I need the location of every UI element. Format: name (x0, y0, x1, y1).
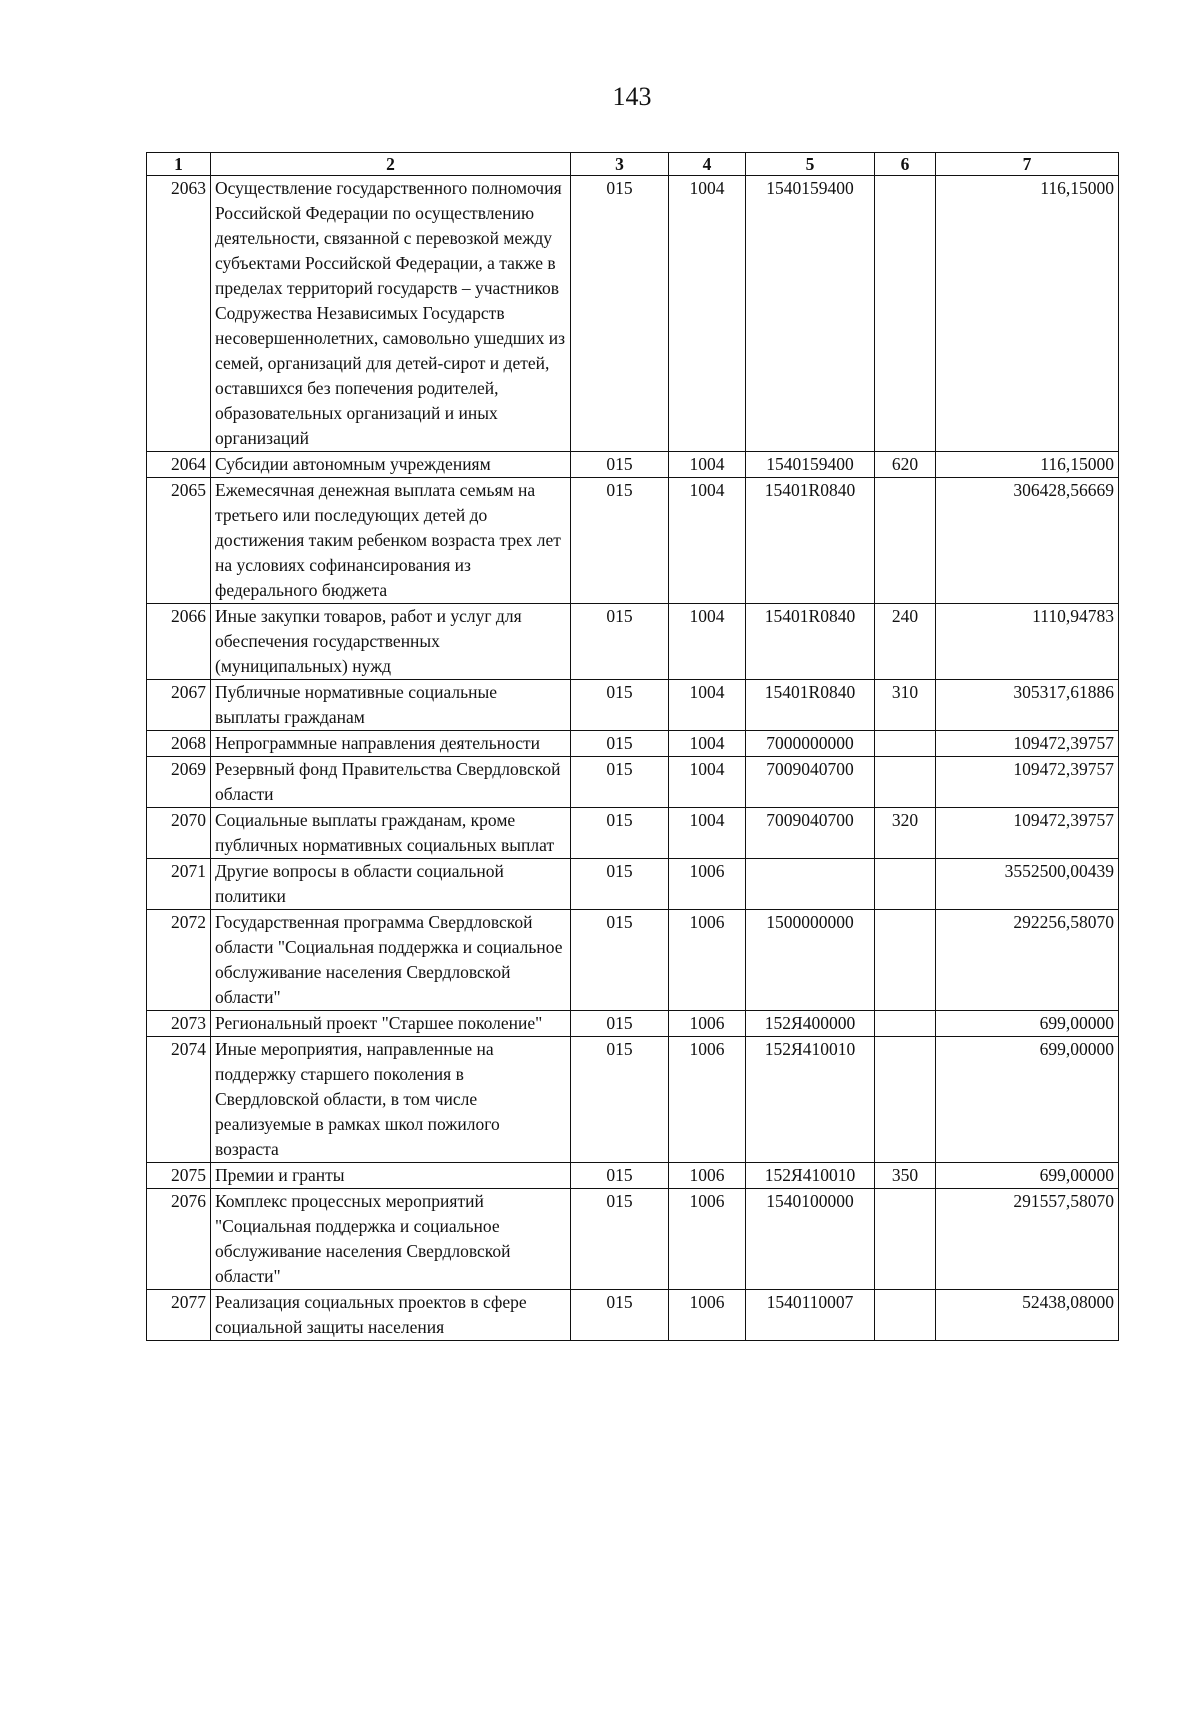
amount: 109472,39757 (936, 731, 1119, 757)
expense-type-code (875, 1290, 936, 1341)
table-row (147, 808, 1119, 859)
admin-code: 015 (571, 478, 669, 604)
row-number: 2073 (147, 1011, 211, 1037)
target-article-code: 7009040700 (746, 757, 875, 808)
expense-type-code: 240 (875, 604, 936, 680)
column-header-5: 5 (746, 153, 875, 176)
admin-code: 015 (571, 1037, 669, 1163)
amount: 306428,56669 (936, 478, 1119, 604)
row-name: Комплекс процессных мероприятий "Социальная поддержка и социальное обслуживание населения Свердловской области" (211, 1189, 571, 1290)
amount: 3552500,00439 (936, 859, 1119, 910)
target-article-code: 15401R0840 (746, 478, 875, 604)
row-number: 2070 (147, 808, 211, 859)
row-name: Премии и гранты (211, 1163, 571, 1189)
admin-code: 015 (571, 731, 669, 757)
section-code: 1004 (669, 680, 746, 731)
column-header-4: 4 (669, 153, 746, 176)
amount: 699,00000 (936, 1037, 1119, 1163)
row-number: 2069 (147, 757, 211, 808)
expense-type-code: 620 (875, 452, 936, 478)
column-header-1: 1 (147, 153, 211, 176)
row-name: Социальные выплаты гражданам, кроме публичных нормативных социальных выплат (211, 808, 571, 859)
expense-type-code (875, 1037, 936, 1163)
target-article-code: 152Я410010 (746, 1163, 875, 1189)
row-name: Государственная программа Свердловской области "Социальная поддержка и социальное обслуживание населения Свердловской области" (211, 910, 571, 1011)
target-article-code: 7000000000 (746, 731, 875, 757)
target-article-code: 15401R0840 (746, 604, 875, 680)
section-code: 1004 (669, 176, 746, 452)
admin-code: 015 (571, 1189, 669, 1290)
expense-type-code: 350 (875, 1163, 936, 1189)
amount: 699,00000 (936, 1163, 1119, 1189)
target-article-code: 152Я410010 (746, 1037, 875, 1163)
expense-type-code (875, 1189, 936, 1290)
row-number: 2071 (147, 859, 211, 910)
admin-code: 015 (571, 859, 669, 910)
row-number: 2074 (147, 1037, 211, 1163)
table-row (147, 731, 1119, 757)
admin-code: 015 (571, 910, 669, 1011)
amount: 1110,94783 (936, 604, 1119, 680)
section-code: 1004 (669, 808, 746, 859)
amount: 116,15000 (936, 176, 1119, 452)
table-row (147, 604, 1119, 680)
admin-code: 015 (571, 757, 669, 808)
amount: 699,00000 (936, 1011, 1119, 1037)
column-header-2: 2 (211, 153, 571, 176)
column-header-7: 7 (936, 153, 1119, 176)
target-article-code: 1500000000 (746, 910, 875, 1011)
amount: 109472,39757 (936, 757, 1119, 808)
admin-code: 015 (571, 680, 669, 731)
table-row (147, 1189, 1119, 1290)
expense-type-code (875, 910, 936, 1011)
admin-code: 015 (571, 452, 669, 478)
budget-table (146, 152, 1119, 1341)
amount: 292256,58070 (936, 910, 1119, 1011)
expense-type-code (875, 478, 936, 604)
expense-type-code (875, 859, 936, 910)
section-code: 1004 (669, 452, 746, 478)
table-row (147, 910, 1119, 1011)
row-number: 2076 (147, 1189, 211, 1290)
row-name: Осуществление государственного полномочия Российской Федерации по осуществлению деятельности, связанной с перевозкой между субъектами Российской Федерации, а также в пределах территорий государств – участников Содружества Независимых Государств несовершеннолетних, самовольно ушедших из семей, организаций для детей-сирот и детей, оставшихся без попечения родителей, образовательных организаций и иных организаций (211, 176, 571, 452)
target-article-code: 1540159400 (746, 452, 875, 478)
row-number: 2077 (147, 1290, 211, 1341)
row-name: Иные закупки товаров, работ и услуг для обеспечения государственных (муниципальных) нужд (211, 604, 571, 680)
row-name: Субсидии автономным учреждениям (211, 452, 571, 478)
table-row (147, 757, 1119, 808)
admin-code: 015 (571, 604, 669, 680)
table-row (147, 176, 1119, 452)
row-name: Другие вопросы в области социальной политики (211, 859, 571, 910)
row-name: Публичные нормативные социальные выплаты гражданам (211, 680, 571, 731)
target-article-code: 15401R0840 (746, 680, 875, 731)
expense-type-code (875, 1011, 936, 1037)
admin-code: 015 (571, 1163, 669, 1189)
target-article-code: 1540159400 (746, 176, 875, 452)
row-number: 2065 (147, 478, 211, 604)
expense-type-code (875, 176, 936, 452)
amount: 116,15000 (936, 452, 1119, 478)
amount: 291557,58070 (936, 1189, 1119, 1290)
row-number: 2068 (147, 731, 211, 757)
expense-type-code: 310 (875, 680, 936, 731)
row-number: 2064 (147, 452, 211, 478)
admin-code: 015 (571, 808, 669, 859)
table-row (147, 1290, 1119, 1341)
table-row (147, 1011, 1119, 1037)
amount: 109472,39757 (936, 808, 1119, 859)
section-code: 1006 (669, 910, 746, 1011)
section-code: 1006 (669, 1037, 746, 1163)
table-body (147, 176, 1119, 1341)
section-code: 1004 (669, 478, 746, 604)
header-row (147, 153, 1119, 176)
section-code: 1006 (669, 1011, 746, 1037)
admin-code: 015 (571, 176, 669, 452)
table-row (147, 1037, 1119, 1163)
target-article-code: 1540100000 (746, 1189, 875, 1290)
row-name: Ежемесячная денежная выплата семьям на третьего или последующих детей до достижения таким ребенком возраста трех лет на условиях софинансирования из федерального бюджета (211, 478, 571, 604)
table-header (147, 153, 1119, 176)
row-number: 2075 (147, 1163, 211, 1189)
row-number: 2067 (147, 680, 211, 731)
section-code: 1006 (669, 1189, 746, 1290)
target-article-code (746, 859, 875, 910)
page-number: 143 (612, 82, 652, 111)
amount: 305317,61886 (936, 680, 1119, 731)
section-code: 1004 (669, 731, 746, 757)
section-code: 1006 (669, 859, 746, 910)
admin-code: 015 (571, 1011, 669, 1037)
row-name: Региональный проект "Старшее поколение" (211, 1011, 571, 1037)
section-code: 1006 (669, 1290, 746, 1341)
table-row (147, 478, 1119, 604)
table-row (147, 452, 1119, 478)
target-article-code: 152Я400000 (746, 1011, 875, 1037)
row-name: Иные мероприятия, направленные на поддержку старшего поколения в Свердловской области, в том числе реализуемые в рамках школ пожилого возраста (211, 1037, 571, 1163)
admin-code: 015 (571, 1290, 669, 1341)
row-name: Непрограммные направления деятельности (211, 731, 571, 757)
expense-type-code (875, 757, 936, 808)
table-row (147, 1163, 1119, 1189)
amount: 52438,08000 (936, 1290, 1119, 1341)
table-row (147, 859, 1119, 910)
row-number: 2063 (147, 176, 211, 452)
section-code: 1004 (669, 757, 746, 808)
row-name: Реализация социальных проектов в сфере социальной защиты населения (211, 1290, 571, 1341)
section-code: 1006 (669, 1163, 746, 1189)
expense-type-code (875, 731, 936, 757)
target-article-code: 7009040700 (746, 808, 875, 859)
column-header-6: 6 (875, 153, 936, 176)
column-header-3: 3 (571, 153, 669, 176)
expense-type-code: 320 (875, 808, 936, 859)
section-code: 1004 (669, 604, 746, 680)
table-row (147, 680, 1119, 731)
target-article-code: 1540110007 (746, 1290, 875, 1341)
row-name: Резервный фонд Правительства Свердловской области (211, 757, 571, 808)
row-number: 2072 (147, 910, 211, 1011)
row-number: 2066 (147, 604, 211, 680)
